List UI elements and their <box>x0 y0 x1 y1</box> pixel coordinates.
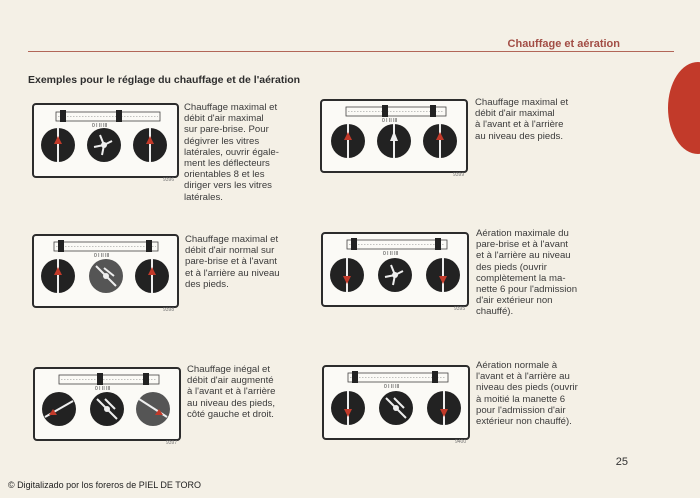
example-2-description: Chauffage maximal et débit d'air maximal à l'avant et à l'arrière au niveau des pieds. <box>475 97 569 142</box>
svg-text:0 I II III: 0 I II III <box>94 253 110 259</box>
example-6-description: Aération normale à l'avant et à l'arrière au niveau des pieds (ouvrir à moitié la manette 6 pour l'admission d'air extérieur non chauffé). <box>476 360 578 428</box>
control-panel-illustration <box>32 234 179 308</box>
panel-id-2: 9399 <box>453 172 465 178</box>
example-1-description: Chauffage maximal et débit d'air maximal sur pare-brise. Pour dégivrer les vitres latérales, ouvrir égale- ment les déflecteurs orientables 8 et les diriger vers les vitres latérales. <box>184 102 279 203</box>
example-3-description: Chauffage maximal et débit d'air normal sur pare-brise et à l'avant et à l'arrière au niveau des pieds. <box>185 234 280 290</box>
svg-text:0 I II III: 0 I II III <box>383 251 399 257</box>
panel-id-5: 9397 <box>166 440 178 446</box>
red-page-tab <box>668 62 700 154</box>
svg-text:0 I II III: 0 I II III <box>92 123 108 129</box>
header-rule <box>28 51 674 52</box>
panel-id-3: 9398 <box>163 307 175 313</box>
control-panel-illustration <box>33 367 181 441</box>
control-panel-illustration <box>320 99 468 173</box>
section-heading: Exemples pour le réglage du chauffage et de l'aération <box>28 74 301 86</box>
example-4-description: Aération maximale du pare-brise et à l'avant et à l'arrière au niveau des pieds (ouvrir complètement la ma- nette 6 pour l'admission d'air extérieur non chauffé). <box>476 228 578 318</box>
control-panel-illustration <box>322 365 470 440</box>
copyright-notice: © Digitalizado por los foreros de PIEL DE TORO <box>8 480 202 490</box>
svg-text:0 I II III: 0 I II III <box>382 118 398 124</box>
svg-text:0 I II III: 0 I II III <box>95 386 111 392</box>
page-number: 25 <box>615 456 628 468</box>
panel-id-1: 9396 <box>163 177 175 183</box>
page-header-title: Chauffage et aération <box>507 38 620 50</box>
panel-id-6: 9400 <box>455 439 467 445</box>
control-panel-illustration <box>32 103 179 178</box>
svg-text:0 I II III: 0 I II III <box>384 384 400 390</box>
example-5-description: Chauffage inégal et débit d'air augmenté à l'avant et à l'arrière au niveau des pieds, côté gauche et droit. <box>187 364 276 420</box>
panel-id-4: 9395 <box>454 306 466 312</box>
control-panel-illustration <box>321 232 469 307</box>
